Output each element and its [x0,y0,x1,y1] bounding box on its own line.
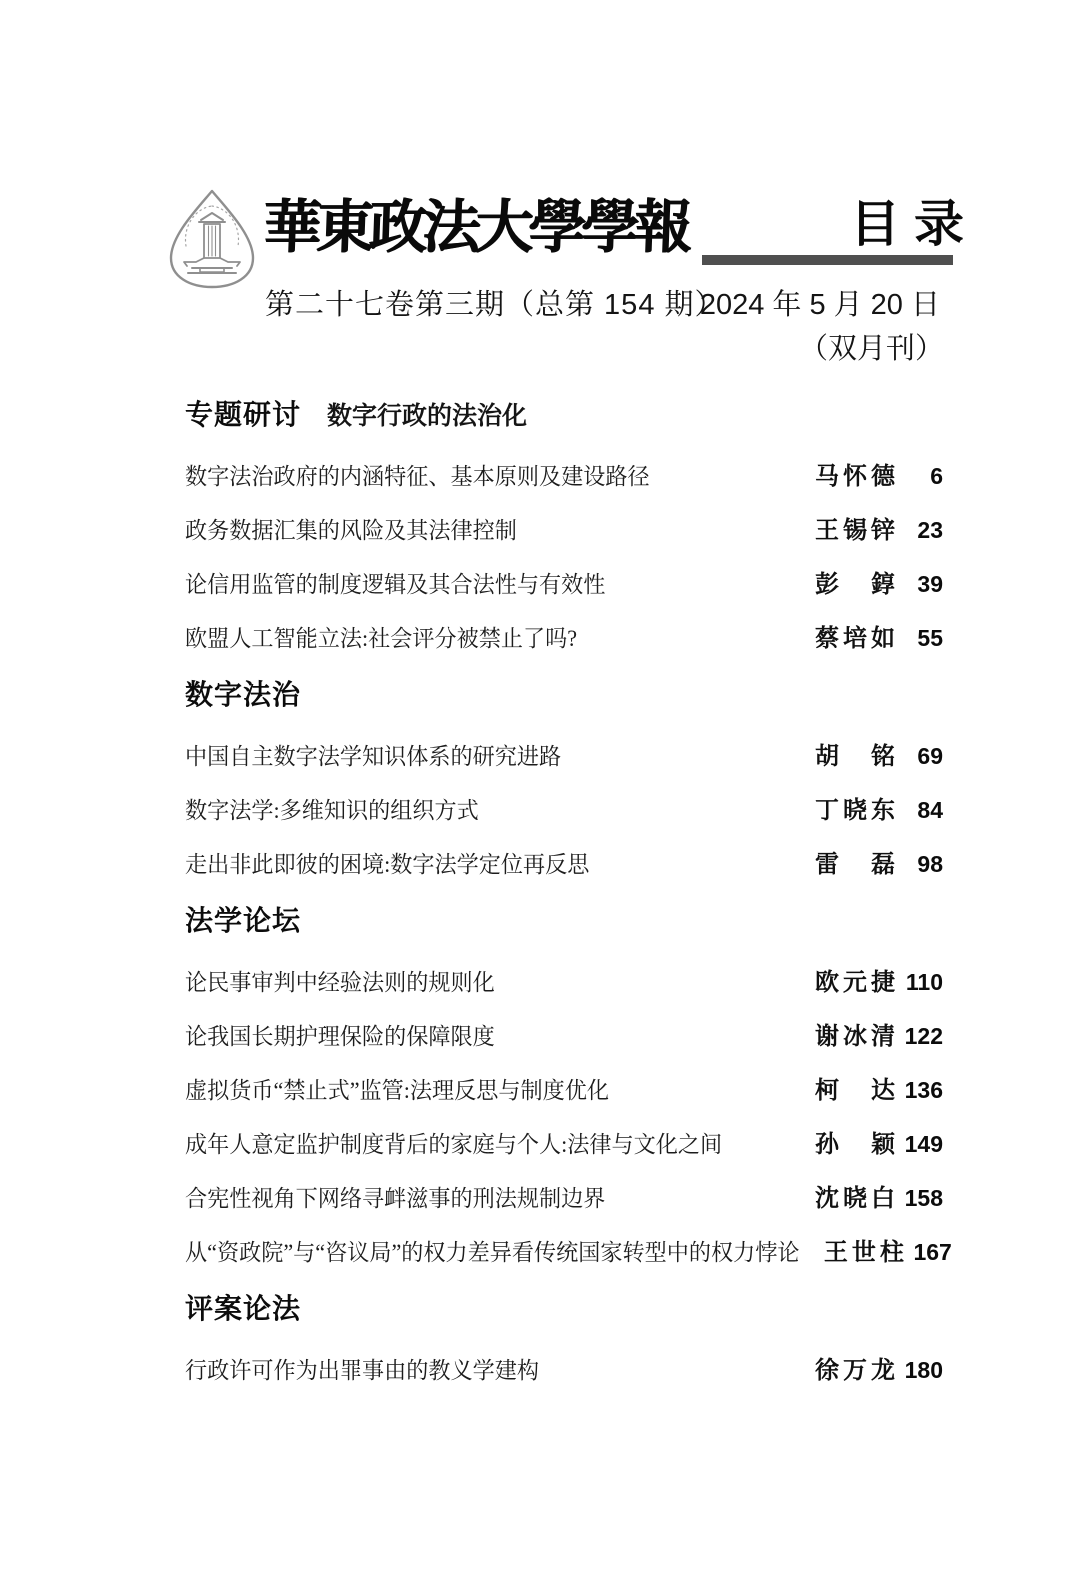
article-page: 39 [917,571,943,597]
university-emblem-icon [156,184,268,296]
article-title: 政务数据汇集的风险及其法律控制 [185,518,517,543]
issue-info: 第二十七卷第三期（总第 154 期） [265,289,725,321]
article-page: 158 [904,1185,943,1211]
article-title: 中国自主数字法学知识体系的研究进路 [185,744,562,769]
article-title: 行政许可作为出罪事由的教义学建构 [185,1358,540,1383]
article-row [185,744,943,768]
section-articles [185,744,943,876]
article-row [185,852,943,876]
toc-heading-underline [702,255,953,265]
article-author: 马怀德 [815,464,895,490]
article-title: 走出非此即彼的困境:数字法学定位再反思 [185,852,590,877]
article-row [185,1358,943,1382]
article-row [185,970,943,994]
article-title: 数字法学:多维知识的组织方式 [185,798,479,823]
article-author: 徐万龙 [815,1358,895,1384]
article-row [185,1239,952,1266]
article-page: 6 [930,463,943,489]
article-title: 从“资政院”与“咨议局”的权力差异看传统国家转型中的权力悖论 [185,1240,800,1265]
article-page: 110 [905,969,943,995]
article-author: 彭錞 [815,572,895,598]
article-row [185,1186,943,1210]
section-articles [185,464,943,650]
section-title: 法学论坛 [185,905,302,936]
article-author: 王锡锌 [815,518,895,544]
article-title: 合宪性视角下网络寻衅滋事的刑法规制边界 [185,1186,606,1211]
article-author: 柯达 [815,1078,895,1104]
article-row [185,518,943,542]
article-title: 论民事审判中经验法则的规则化 [185,970,495,995]
article-author: 蔡培如 [815,626,895,652]
article-author: 雷磊 [815,852,895,878]
article-page: 136 [904,1077,943,1103]
university-emblem-logo [156,184,268,296]
section-header [185,1294,943,1324]
section-articles [185,969,952,1266]
article-title: 欧盟人工智能立法:社会评分被禁止了吗? [185,626,578,651]
article-page: 167 [913,1239,952,1265]
article-author: 王世柱 [823,1240,904,1266]
section-header [185,680,943,710]
section-subtitle: 数字行政的法治化 [327,402,528,430]
article-title: 成年人意定监护制度背后的家庭与个人:法律与文化之间 [185,1132,723,1157]
article-author: 胡铭 [815,744,895,770]
section-header [185,906,943,936]
toc-section [185,680,943,876]
toc-section [185,905,952,1266]
publish-date: 2024 年 5 月 20 日 [699,289,940,321]
article-row [185,572,943,596]
article-title: 数字法治政府的内涵特征、基本原则及建设路径 [185,464,650,489]
article-author: 孙颖 [815,1132,895,1158]
article-row [185,464,943,488]
article-page: 180 [904,1357,943,1383]
article-page: 23 [917,517,943,543]
article-title: 论我国长期护理保险的保障限度 [185,1024,495,1049]
section-title: 数字法治 [185,679,302,710]
article-page: 149 [904,1131,943,1157]
article-page: 98 [917,851,943,877]
article-page: 55 [917,625,943,651]
article-author: 沈晓白 [815,1186,895,1212]
section-header [185,400,943,430]
journal-title: 華東政法大學學報 [261,195,689,260]
article-page: 84 [917,797,943,823]
article-row [185,1078,943,1102]
toc-section [185,1294,943,1382]
toc-section [185,400,943,650]
section-title: 评案论法 [185,1293,302,1324]
article-title: 虚拟货币“禁止式”监管:法理反思与制度优化 [185,1078,610,1103]
article-author: 谢冰清 [815,1024,895,1050]
article-author: 丁晓东 [815,798,895,824]
article-page: 69 [917,743,943,769]
toc-list [185,399,952,1412]
article-row [185,626,943,650]
article-row [185,1132,943,1156]
article-author: 欧元捷 [815,970,895,996]
section-articles [185,1358,943,1382]
section-title: 专题研讨 [185,399,302,430]
article-title: 论信用监管的制度逻辑及其合法性与有效性 [185,572,606,597]
article-page: 122 [904,1023,943,1049]
article-row [185,798,943,822]
article-row [185,1024,943,1048]
publication-frequency: （双月刊） [798,333,944,365]
toc-heading: 目录 [850,196,978,252]
